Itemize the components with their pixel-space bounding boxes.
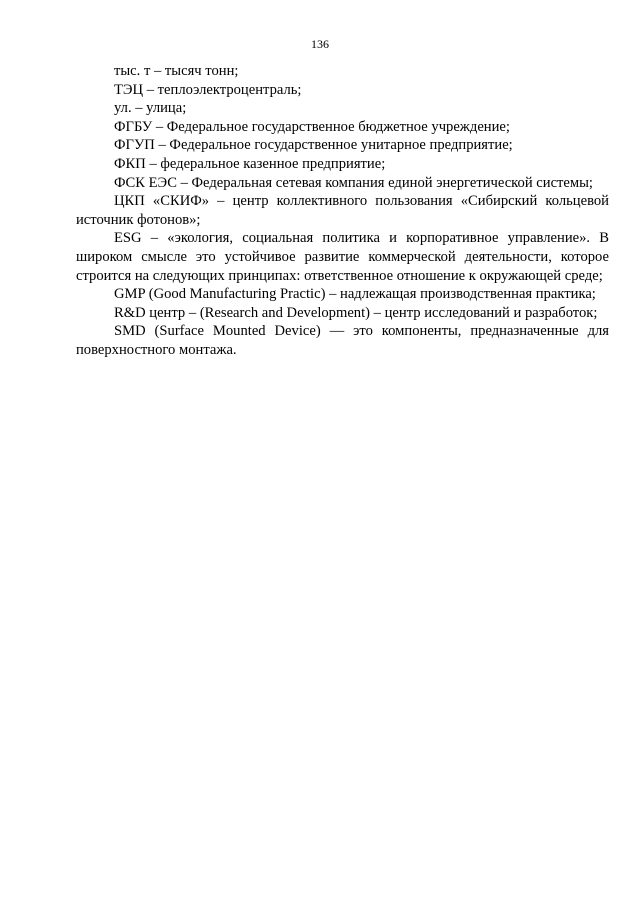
abbreviation-entry: R&D центр – (Research and Development) – центр исследований и разработок; [114, 304, 598, 321]
abbreviations-list [76, 62, 609, 360]
abbreviation-entry: ТЭЦ – теплоэлектроцентраль; [114, 81, 302, 98]
abbreviation-entry: ФСК ЕЭС – Федеральная сетевая компания единой энергетической системы; [114, 174, 593, 191]
abbreviation-entry: SMD (Surface Mounted Device) — это компоненты, предназначенные для поверхностного монтажа. [76, 323, 609, 358]
abbreviation-entry: ФКП – федеральное казенное предприятие; [114, 155, 386, 172]
abbreviation-entry: GMP (Good Manufacturing Practic) – надлежащая производственная практика; [114, 286, 596, 303]
abbreviation-entry: ESG – «экология, социальная политика и корпоративное управление». В широком смысле это устойчивое развитие коммерческой деятельности, которое строится на следующих принципах: ответственное отношение к окружающей среде; [76, 230, 609, 284]
page-number: 136 [311, 37, 329, 51]
abbreviation-entry: ФГБУ – Федеральное государственное бюджетное учреждение; [114, 118, 510, 135]
abbreviation-entry: ул. – улица; [114, 100, 187, 117]
abbreviation-entry: ФГУП – Федеральное государственное унитарное предприятие; [114, 137, 513, 154]
abbreviation-entry: тыс. т – тысяч тонн; [114, 63, 239, 79]
abbreviation-entry: ЦКП «СКИФ» – центр коллективного пользования «Сибирский кольцевой источник фотонов»; [76, 193, 609, 228]
